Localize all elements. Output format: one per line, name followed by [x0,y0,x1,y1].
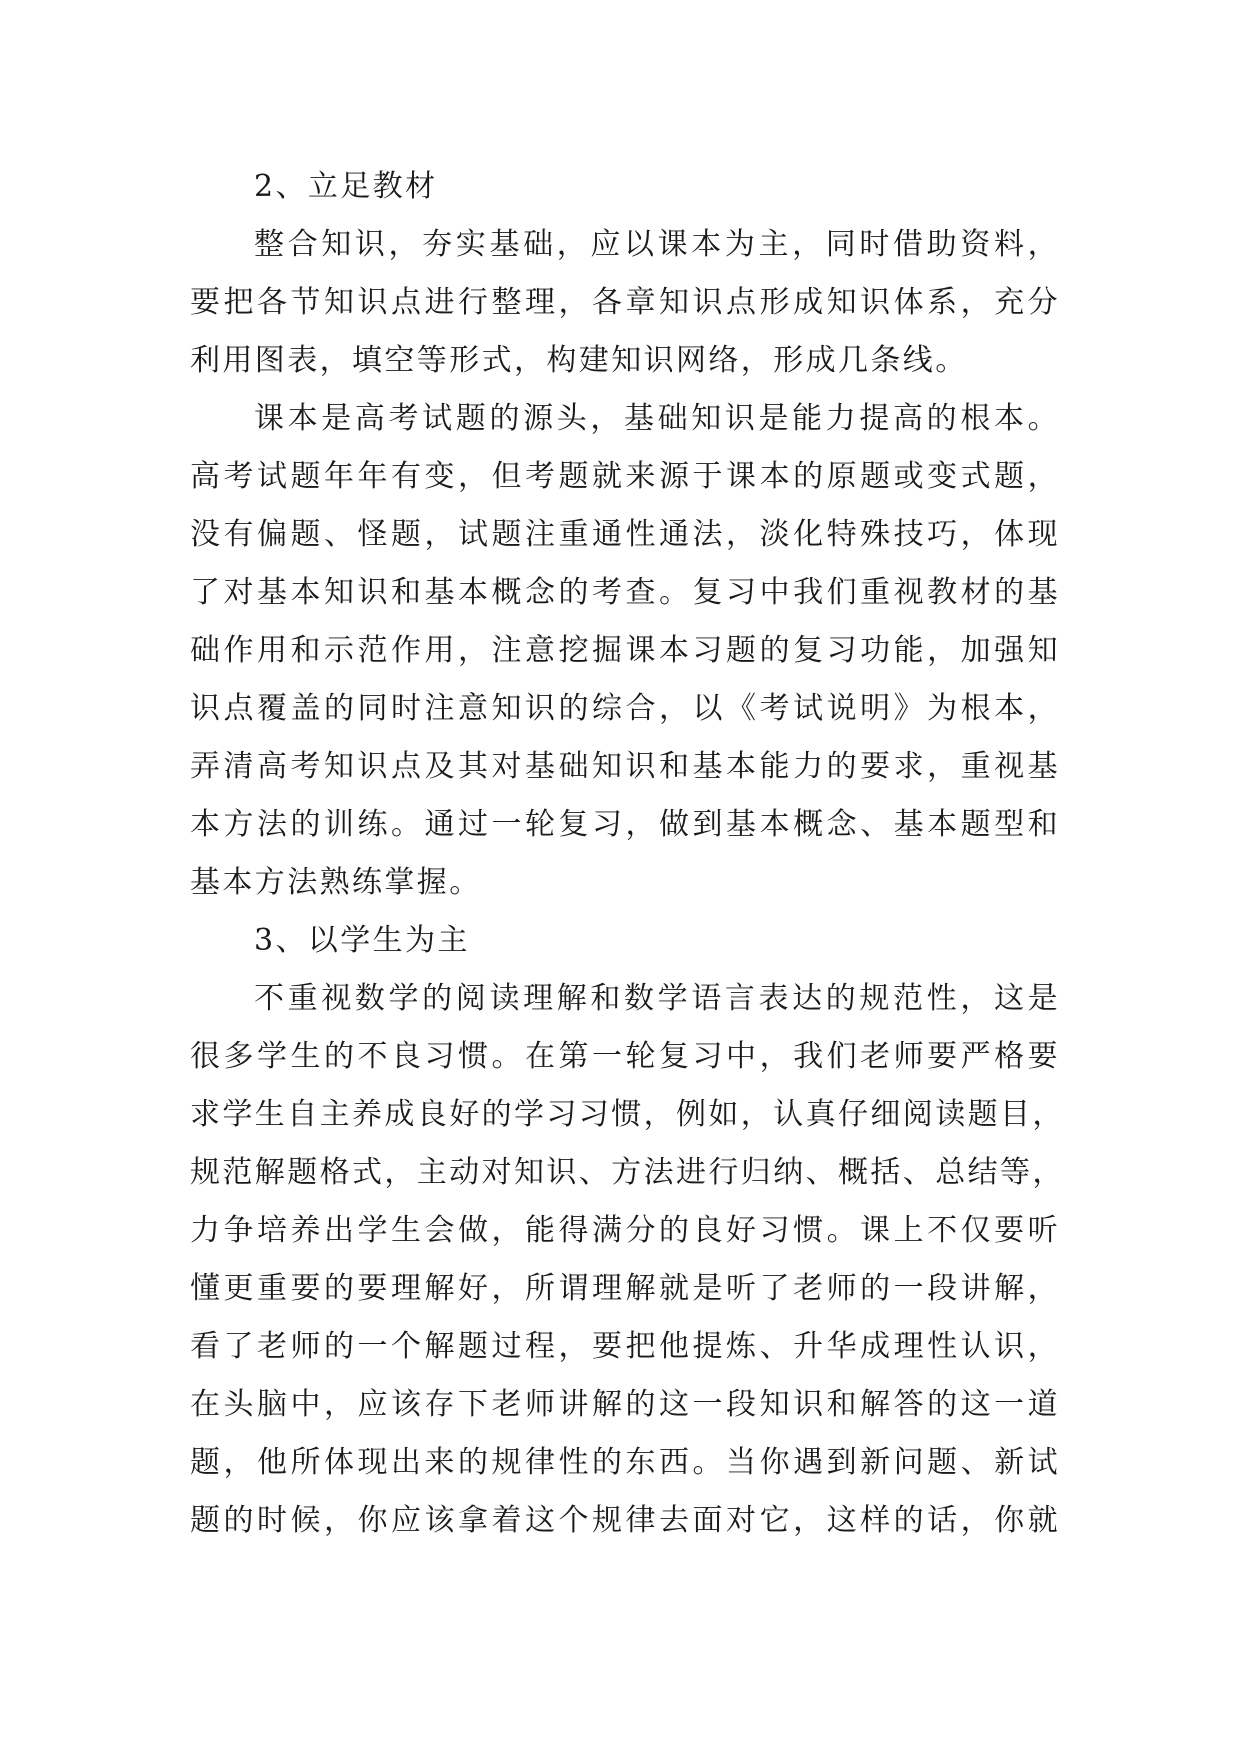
paragraph-line: 利用图表，填空等形式，构建知识网络，形成几条线。 [190,343,968,378]
document-body [190,158,1065,1550]
paragraph-line: 础作用和示范作用，注意挖掘课本习题的复习功能，加强知 [190,633,1060,668]
paragraph-line: 了对基本知识和基本概念的考查。复习中我们重视教材的基 [190,575,1060,610]
paragraph-line: 课本是高考试题的源头，基础知识是能力提高的根本。 [254,401,1060,436]
section-heading-textbook: 2、立足教材 [254,169,438,204]
paragraph-line: 规范解题格式，主动对知识、方法进行归纳、概括、总结等， [190,1155,1065,1190]
paragraph-line: 基本方法熟练掌握。 [190,865,482,900]
paragraph-line: 看了老师的一个解题过程，要把他提炼、升华成理性认识， [190,1329,1060,1364]
paragraph-line: 高考试题年年有变，但考题就来源于课本的原题或变式题， [190,459,1060,494]
paragraph-line: 很多学生的不良习惯。在第一轮复习中，我们老师要严格要 [190,1039,1060,1074]
section-heading-student: 3、以学生为主 [254,923,470,958]
paragraph-line: 要把各节知识点进行整理，各章知识点形成知识体系，充分 [190,285,1060,320]
paragraph-line: 没有偏题、怪题，试题注重通性通法，淡化特殊技巧，体现 [190,517,1060,552]
paragraph-line: 不重视数学的阅读理解和数学语言表达的规范性，这是 [254,981,1060,1016]
paragraph-line: 题的时候，你应该拿着这个规律去面对它，这样的话，你就 [190,1503,1060,1538]
paragraph-line: 力争培养出学生会做，能得满分的良好习惯。课上不仅要听 [190,1213,1060,1248]
paragraph-line: 题，他所体现出来的规律性的东西。当你遇到新问题、新试 [190,1445,1060,1480]
paragraph-line: 整合知识，夯实基础，应以课本为主，同时借助资料， [254,227,1060,262]
paragraph-line: 弄清高考知识点及其对基础知识和基本能力的要求，重视基 [190,749,1060,784]
paragraph-line: 在头脑中，应该存下老师讲解的这一段知识和解答的这一道 [190,1387,1060,1422]
paragraph-line: 本方法的训练。通过一轮复习，做到基本概念、基本题型和 [190,807,1060,842]
paragraph-line: 识点覆盖的同时注意知识的综合，以《考试说明》为根本， [190,691,1060,726]
paragraph-line: 懂更重要的要理解好，所谓理解就是听了老师的一段讲解， [190,1271,1060,1306]
paragraph-line: 求学生自主养成良好的学习习惯，例如，认真仔细阅读题目， [190,1097,1065,1132]
